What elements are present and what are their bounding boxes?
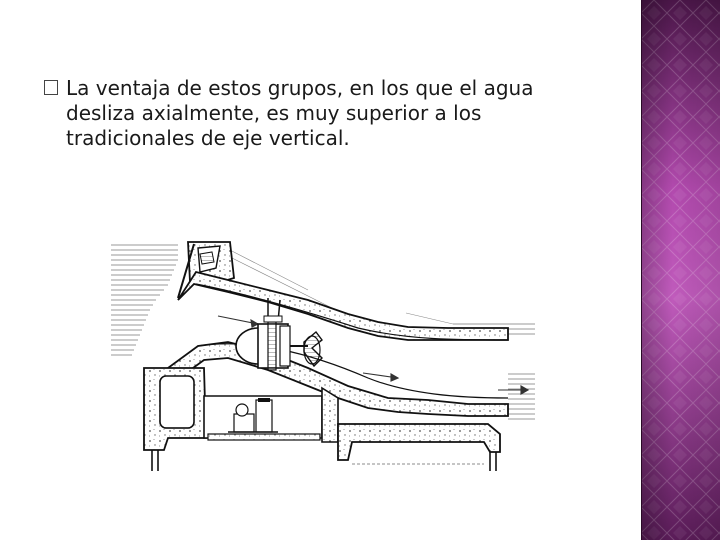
- bullet-line: desliza axialmente, es muy superior a los: [66, 101, 482, 125]
- foundation-piles: [152, 450, 496, 471]
- turbine-cross-section-drawing: [108, 228, 538, 473]
- bullet-item: [44, 76, 624, 151]
- bullet-line: tradicionales de eje vertical.: [66, 126, 350, 150]
- bullet-marker-icon: [44, 80, 58, 95]
- bullet-line: La ventaja de estos grupos, en los que el agua: [66, 76, 534, 100]
- upstream-water-lines: [111, 245, 178, 355]
- upper-passage-wall: [178, 272, 508, 340]
- bullet-text: [66, 76, 624, 151]
- decorative-side-panel: [641, 0, 720, 540]
